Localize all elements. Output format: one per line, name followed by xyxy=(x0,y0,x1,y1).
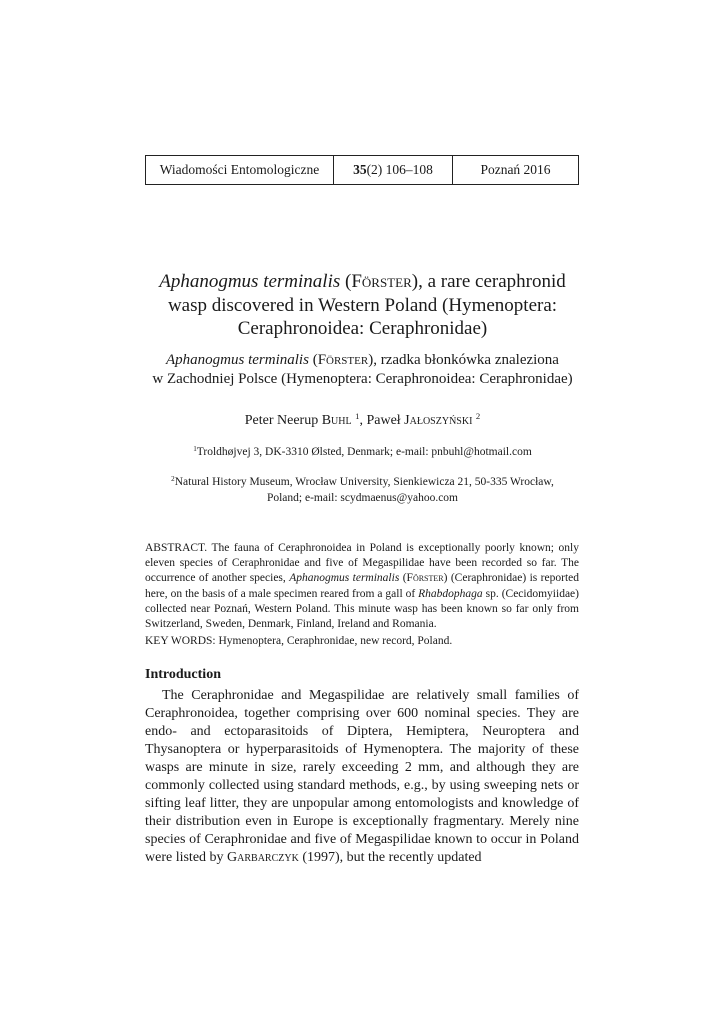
title-en-paren: ( xyxy=(340,271,352,292)
title-pl-rest: ), rzadka błonkówka znaleziona xyxy=(368,352,559,368)
journal-name-text: Wiadomości Entomologiczne xyxy=(159,162,320,177)
title-polish xyxy=(0,351,725,388)
affiliation-2-line-2: Poland; e-mail: scydmaenus@yahoo.com xyxy=(266,491,459,504)
journal-header-box xyxy=(145,155,579,185)
introduction-text-1: The Ceraphronidae and Megaspilidae are relatively small families of Ceraphronoidea, together comprising over 600 nominal species. They are endo- and ectoparasitoids of Diptera, Hemiptera, Neuroptera and Thysanoptera or hyperparasitoids of Hymenoptera. The majority of these wasps are minute in size, rarely exceeding 2 mm, and although they are commonly collected using standard methods, e.g., by using sweeping nets or sifting leaf litter, they are unpopular among entomologists and knowledge of their distribution even in Europe is exceptionally fragmentary. Merely nine species of Ceraphronidae and five of Megaspilidae known to occur in Poland were listed by xyxy=(145,688,579,865)
author-2-sup: 2 xyxy=(475,411,481,422)
title-en-line-1 xyxy=(0,270,725,294)
title-en-rest: ), a rare ceraphronid xyxy=(411,271,566,292)
affiliation-2-text: Natural History Museum, Wrocław University, Sienkiewicza 21, 50-335 Wrocław, xyxy=(174,476,554,488)
affiliation-2-line-1 xyxy=(0,475,725,491)
title-pl-taxon-author: Förster xyxy=(317,352,369,368)
affiliation-1-text: Troldhøjvej 3, DK-3310 Ølsted, Denmark; e-mail: pnbuhl@hotmail.com xyxy=(196,446,532,458)
author-2-last: Jałoszyński xyxy=(404,413,473,428)
introduction-heading: Introduction xyxy=(145,667,221,682)
issue-pages-text: (2) 106–108 xyxy=(366,162,433,177)
affiliation-2 xyxy=(0,475,725,506)
title-en-line-3: Ceraphronoidea: Ceraphronidae) xyxy=(237,318,488,339)
abstract-genus: Rhabdophaga xyxy=(418,587,483,600)
author-1-first: Peter Neerup xyxy=(244,413,322,428)
introduction-paragraph xyxy=(145,687,579,867)
abstract-part-4: sp. (Cecidomyiidae) collected near Poznań, Western Poland. This minute wasp has been known so far only from Switzerland, Sweden, Denmark, Finland, Ireland and Romania. xyxy=(145,587,579,631)
affiliation-1-sup: 1 xyxy=(193,445,197,454)
title-en-taxon-author: Förster xyxy=(351,271,412,292)
abstract-part-2: ( xyxy=(399,572,407,585)
citation-author: Garbarczyk xyxy=(227,850,299,865)
author-1-last: Buhl xyxy=(321,413,352,428)
keywords: KEY WORDS: Hymenoptera, Ceraphronidae, new record, Poland. xyxy=(145,635,453,648)
title-pl-paren: ( xyxy=(308,352,318,368)
abstract-part-1: ABSTRACT. The fauna of Ceraphronoidea in Poland is exceptionally poorly known; only eleven species of Ceraphronidae and five of Megaspilidae have been recorded so far. The occurrence of another species, xyxy=(145,542,579,585)
abstract-text xyxy=(145,541,579,632)
title-english xyxy=(0,270,725,341)
journal-name xyxy=(146,156,334,184)
title-pl-line-2: w Zachodniej Polsce (Hymenoptera: Ceraphronoidea: Ceraphronidae) xyxy=(152,370,573,387)
abstract-taxon-author: Förster xyxy=(406,572,444,585)
introduction-text-2: (1997), but the recently updated xyxy=(298,850,482,865)
author-list xyxy=(0,413,725,429)
author-separator: , Paweł xyxy=(359,413,405,428)
volume-number: 35 xyxy=(353,162,367,177)
place-year xyxy=(453,156,578,184)
affiliation-2-sup: 2 xyxy=(171,475,175,484)
abstract-species: Aphanogmus terminalis xyxy=(289,572,400,585)
place-year-text: Poznań 2016 xyxy=(480,162,551,177)
title-en-line-2: wasp discovered in Western Poland (Hymenoptera: xyxy=(167,294,558,316)
volume-issue-pages xyxy=(334,156,453,184)
abstract xyxy=(145,541,579,649)
title-en-species: Aphanogmus terminalis xyxy=(159,271,341,292)
title-pl-line-1 xyxy=(0,351,725,370)
author-1-sup: 1 xyxy=(355,411,360,422)
abstract-part-3: ) (Ceraphronidae) is reported here, on the basis of a male specimen reared from a gall of xyxy=(145,572,579,600)
title-pl-species: Aphanogmus terminalis xyxy=(166,352,309,368)
affiliation-1 xyxy=(0,446,725,458)
